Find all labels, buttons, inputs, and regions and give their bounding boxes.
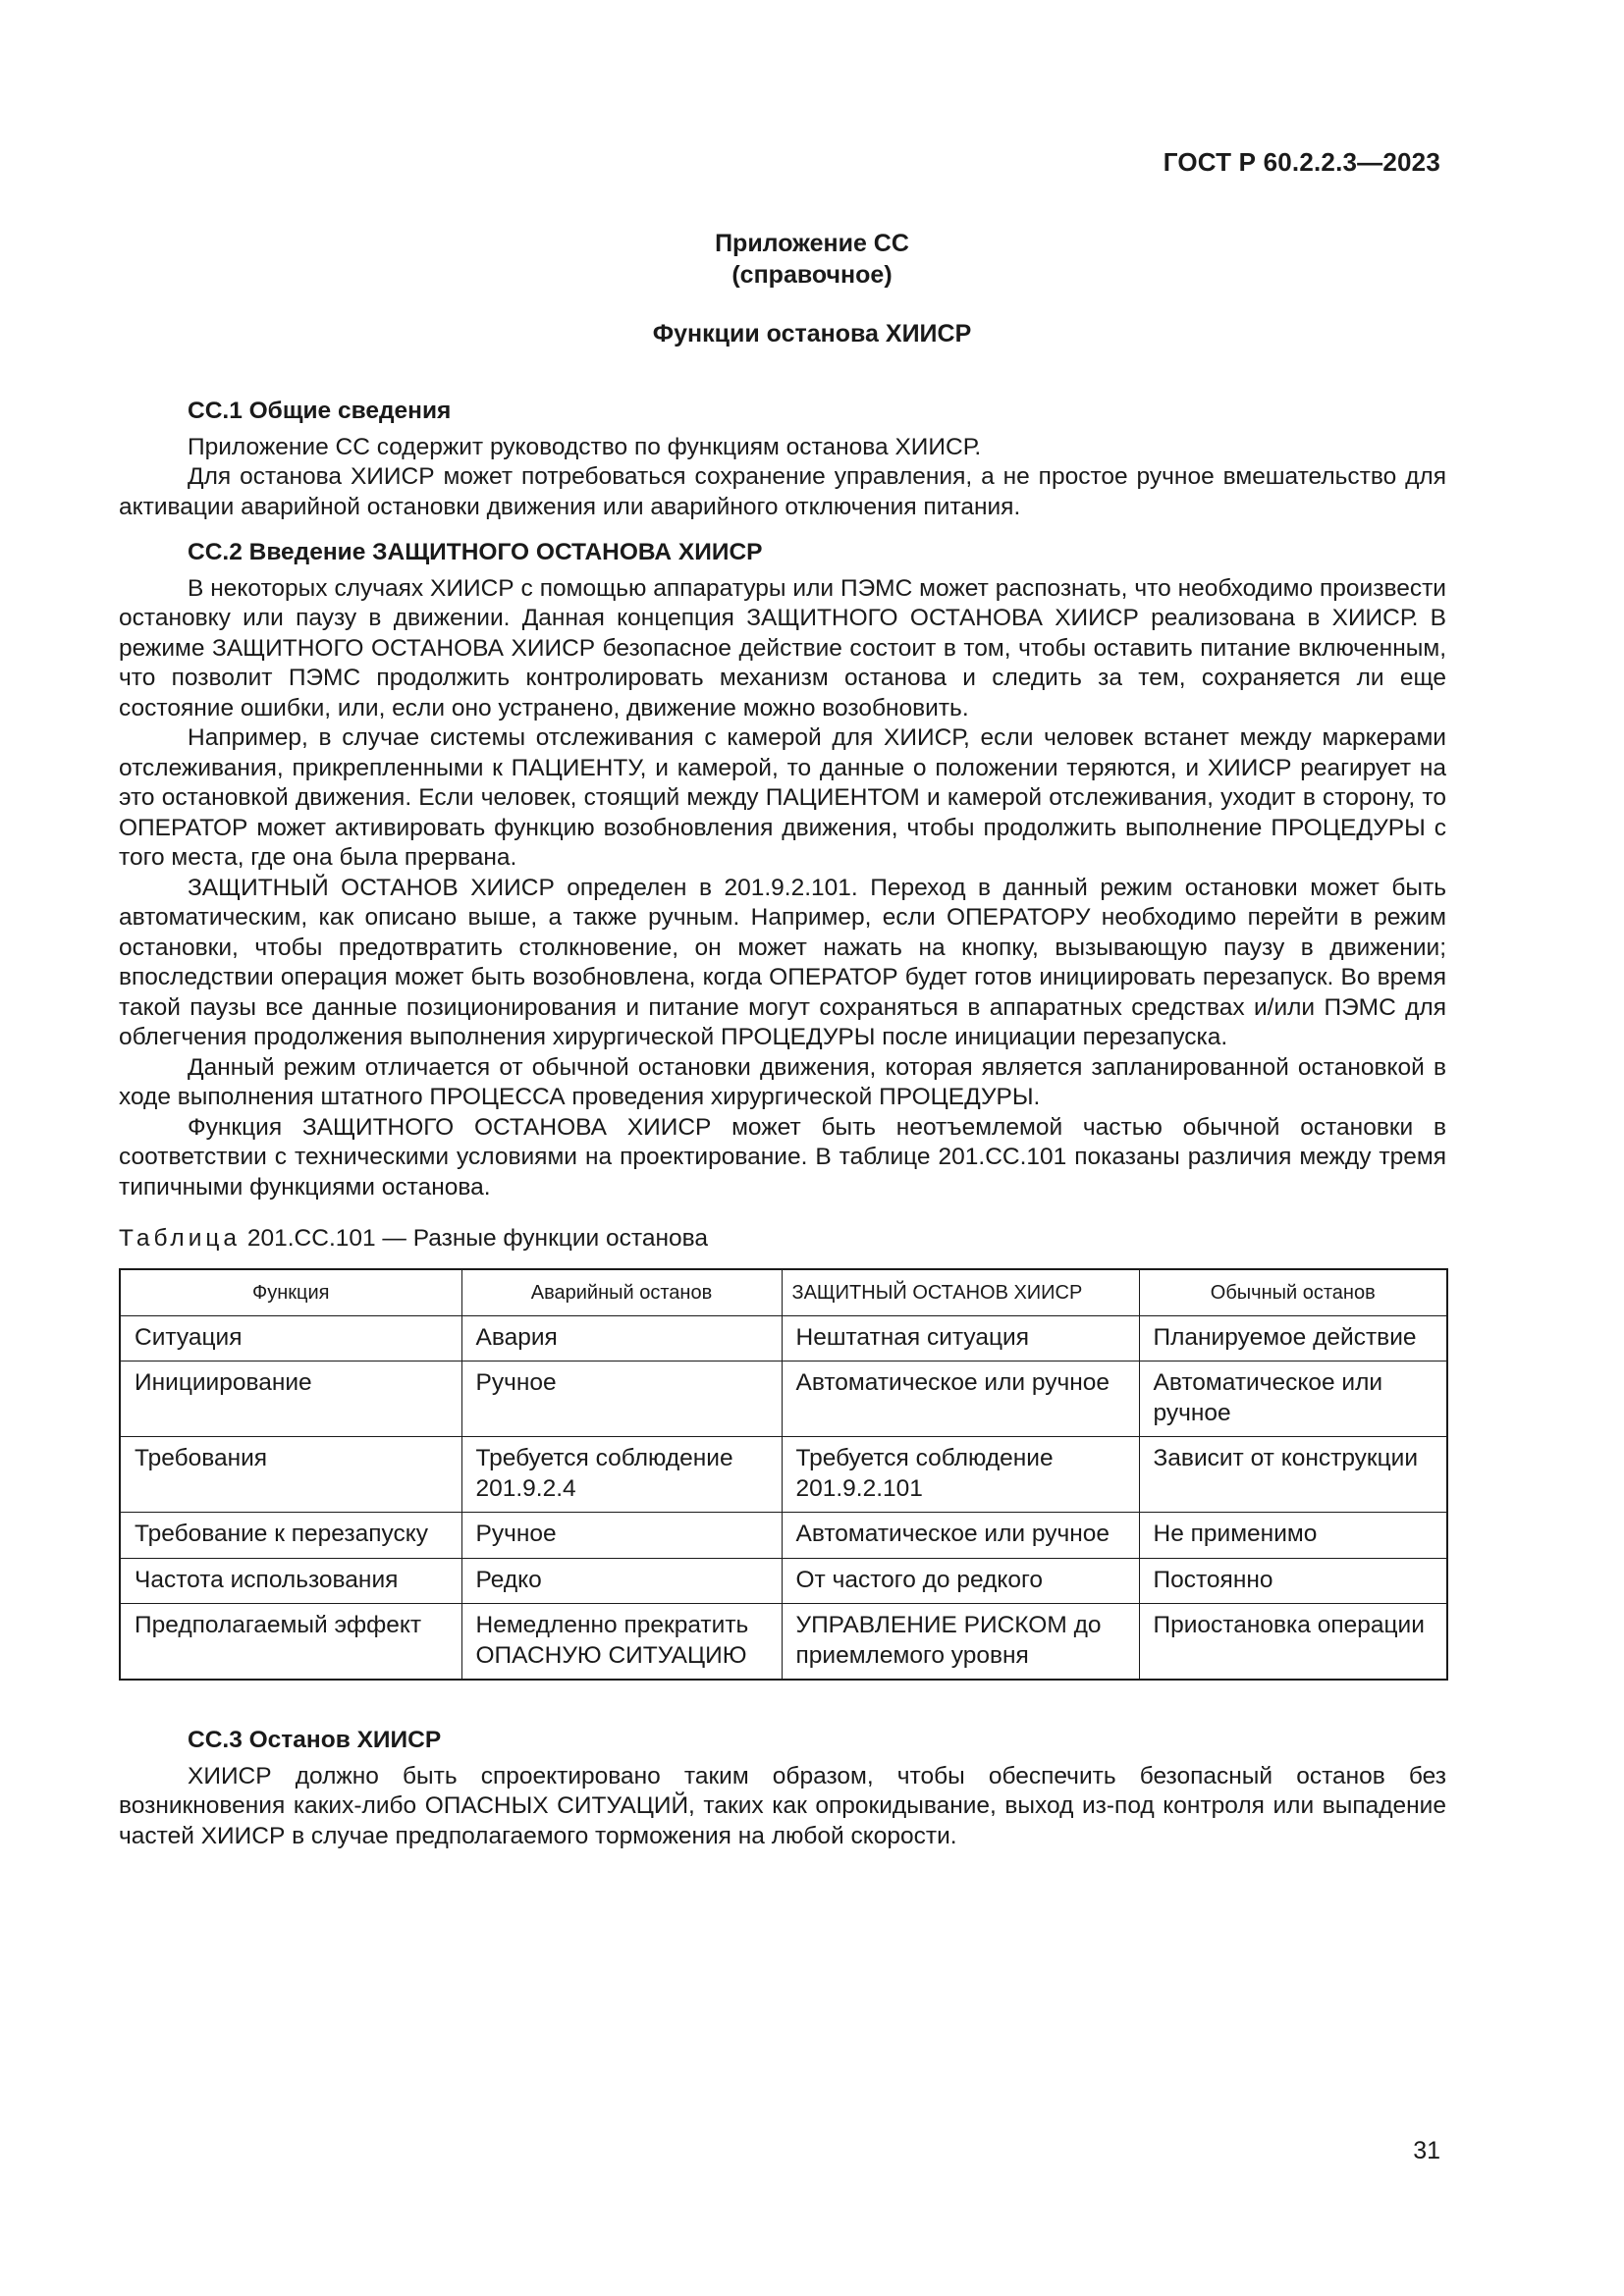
paragraph: Функция ЗАЩИТНОГО ОСТАНОВА ХИИСР может быть неотъемлемой частью обычной остановки в соответствии с техническими условиями на проектирование. В таблице 201.СС.101 показаны различия между тремя типичными функциями останова. xyxy=(119,1113,1446,1201)
table-header-cell: Обычный останов xyxy=(1139,1269,1447,1316)
table-header-cell: Функция xyxy=(120,1269,461,1316)
table-cell: Ручное xyxy=(461,1513,782,1559)
table-cell: Инициирование xyxy=(120,1362,461,1437)
table-header-cell: ЗАЩИТНЫЙ ОСТАНОВ ХИИСР xyxy=(782,1269,1139,1316)
document-title: Функции останова ХИИСР xyxy=(652,320,972,347)
section-heading: СС.2 Введение ЗАЩИТНОГО ОСТАНОВА ХИИСР xyxy=(188,539,763,565)
table-cell: Требование к перезапуску xyxy=(120,1513,461,1559)
standard-code: ГОСТ Р 60.2.2.3—2023 xyxy=(1163,147,1440,177)
table-cell: Требования xyxy=(120,1437,461,1513)
paragraph: В некоторых случаях ХИИСР с помощью аппаратуры или ПЭМС может распознать, что необходимо произвести остановку или паузу в движении. Данная концепция ЗАЩИТНОГО ОСТАНОВА ХИИСР реализована в ХИИСР. В режиме ЗАЩИТНОГО ОСТАНОВА ХИИСР безопасное действие состоит в том, чтобы оставить питание включенным, что позволит ПЭМС продолжить контролировать механизм останова и следить за тем, сохраняется ли еще состояние ошибки, или, если оно устранено, движение можно возобновить. xyxy=(119,574,1446,721)
table-cell: Авария xyxy=(461,1315,782,1362)
table-caption-text: 201.СС.101 — Разные функции останова xyxy=(241,1225,708,1252)
stop-functions-table xyxy=(119,1268,1448,1682)
paragraph: Например, в случае системы отслеживания с камерой для ХИИСР, если человек встанет между маркерами отслеживания, прикрепленными к ПАЦИЕНТУ, и камерой, то данные о положении теряются, и ХИИСР реагирует на это остановкой движения. Если человек, стоящий между ПАЦИЕНТОМ и камерой отслеживания, уходит в сторону, то ОПЕРАТОР может активировать функцию возобновления движения, чтобы продолжить выполнение ПРОЦЕДУРЫ с того места, где она была прервана. xyxy=(119,724,1446,871)
paragraph: Для останова ХИИСР может потребоваться сохранение управления, а не простое ручное вмешательство для активации аварийной остановки движения или аварийного отключения питания. xyxy=(119,463,1446,520)
table-cell: Редко xyxy=(461,1558,782,1604)
table-caption xyxy=(119,1224,1446,1255)
paragraph: Приложение СС содержит руководство по функциям останова ХИИСР. xyxy=(188,433,982,460)
table-row xyxy=(120,1315,1447,1362)
section-cc2 xyxy=(119,538,1446,1202)
table-cell: Ситуация xyxy=(120,1315,461,1362)
table-cell: Требуется соблюдение 201.9.2.4 xyxy=(461,1437,782,1513)
section-heading: СС.1 Общие сведения xyxy=(188,398,452,424)
table-cell: Предполагаемый эффект xyxy=(120,1604,461,1681)
table-cell: Автоматическое или ручное xyxy=(782,1513,1139,1559)
table-cell: Планируемое действие xyxy=(1139,1315,1447,1362)
section-heading: СС.3 Останов ХИИСР xyxy=(188,1727,442,1753)
table-cell: УПРАВЛЕНИЕ РИСКОМ до приемлемого уровня xyxy=(782,1604,1139,1681)
table-cell: Не применимо xyxy=(1139,1513,1447,1559)
table-cell: Зависит от конструкции xyxy=(1139,1437,1447,1513)
table-row xyxy=(120,1604,1447,1681)
appendix-title-line1: Приложение СС xyxy=(715,230,909,257)
table-cell: Приостановка операции xyxy=(1139,1604,1447,1681)
paragraph: ЗАЩИТНЫЙ ОСТАНОВ ХИИСР определен в 201.9.2.101. Переход в данный режим остановки может быть автоматическим, как описано выше, а также ручным. Например, если ОПЕРАТОРУ необходимо перейти в режим остановки, чтобы предотвратить столкновение, он может нажать на кнопку, вызывающую паузу в движении; впоследствии операция может быть возобновлена, когда ОПЕРАТОР будет готов инициировать перезапуск. Во время такой паузы все данные позиционирования и питание могут сохраняться в аппаратных средствах и/или ПЭМС для облегчения продолжения выполнения хирургической ПРОЦЕДУРЫ после инициации перезапуска. xyxy=(119,874,1446,1050)
table-header-cell: Аварийный останов xyxy=(461,1269,782,1316)
table-cell: Автоматическое или ручное xyxy=(782,1362,1139,1437)
table-header-row xyxy=(120,1269,1447,1316)
table-cell: От частого до редкого xyxy=(782,1558,1139,1604)
table-cell: Автоматическое или ручное xyxy=(1139,1362,1447,1437)
page-number: 31 xyxy=(1413,2137,1440,2164)
table-row xyxy=(120,1362,1447,1437)
table-cell: Частота использования xyxy=(120,1558,461,1604)
table-cell: Ручное xyxy=(461,1362,782,1437)
appendix-title-line2: (справочное) xyxy=(731,261,893,289)
table-cell: Немедленно прекратить ОПАСНУЮ СИТУАЦИЮ xyxy=(461,1604,782,1681)
section-cc3 xyxy=(119,1726,1446,1851)
table-row xyxy=(120,1513,1447,1559)
main-content xyxy=(119,397,1446,1851)
section-cc1 xyxy=(119,397,1446,522)
table-row xyxy=(120,1558,1447,1604)
table-cell: Нештатная ситуация xyxy=(782,1315,1139,1362)
appendix-title xyxy=(0,228,1624,291)
table-row xyxy=(120,1437,1447,1513)
table-caption-prefix: Таблица xyxy=(119,1225,242,1252)
table-cell: Требуется соблюдение 201.9.2.101 xyxy=(782,1437,1139,1513)
paragraph: Данный режим отличается от обычной остановки движения, которая является запланированной остановкой в ходе выполнения штатного ПРОЦЕССА проведения хирургической ПРОЦЕДУРЫ. xyxy=(119,1053,1446,1110)
paragraph: ХИИСР должно быть спроектировано таким образом, чтобы обеспечить безопасный останов без возникновения каких-либо ОПАСНЫХ СИТУАЦИЙ, таких как опрокидывание, выход из-под контроля или выпадение частей ХИИСР в случае предполагаемого торможения на любой скорости. xyxy=(119,1762,1446,1849)
table-cell: Постоянно xyxy=(1139,1558,1447,1604)
